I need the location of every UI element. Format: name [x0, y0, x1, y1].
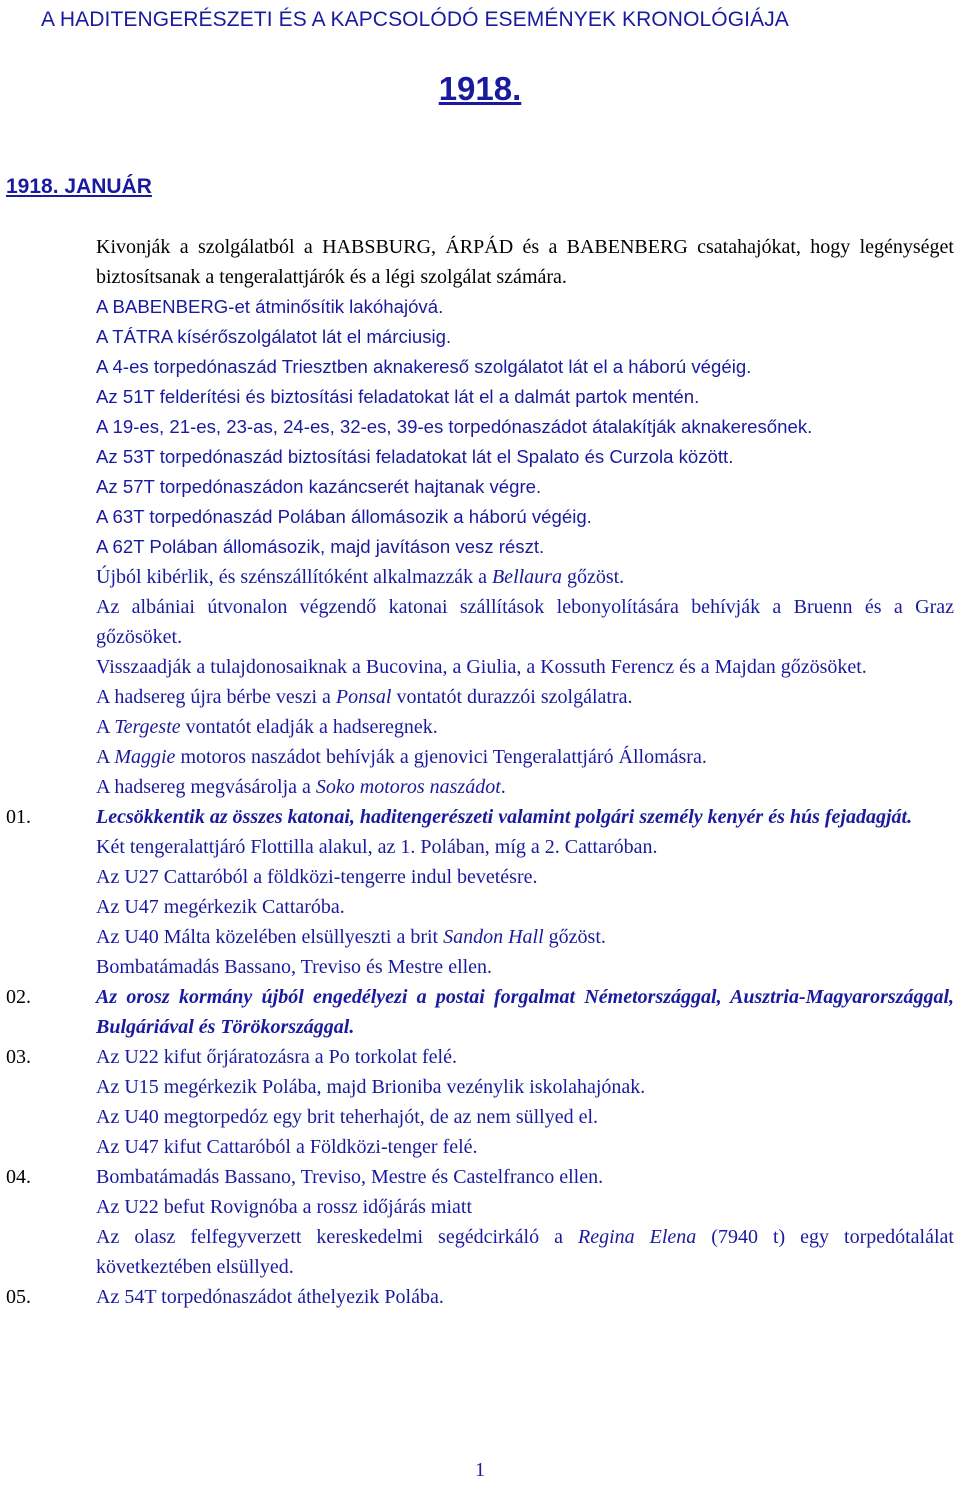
entry-line: A 19-es, 21-es, 23-as, 24-es, 32-es, 39-es torpedónaszádot átalakítják aknakeresőnek. — [96, 416, 813, 437]
entry-line: Az 51T felderítési és biztosítási feladatokat lát el a dalmát partok mentén. — [96, 386, 700, 407]
chronology-entries — [0, 232, 960, 1312]
entry-line: Az U40 Málta közelében elsüllyeszti a brit Sandon Hall gőzöst. — [96, 926, 606, 948]
day-entry — [0, 982, 960, 1042]
entry-line: Az U27 Cattaróból a földközi-tengerre indul bevetésre. — [96, 866, 538, 888]
day-label: 05. — [6, 1286, 31, 1308]
entry-line: Az U22 befut Rovignóba a rossz időjárás miatt — [96, 1196, 473, 1218]
day-label: 04. — [6, 1166, 31, 1188]
entry-line: A 62T Polában állomásozik, majd javításon vesz részt. — [96, 536, 545, 557]
entry-line: Az U47 kifut Cattaróból a Földközi-tenger felé. — [96, 1136, 478, 1158]
day-entry — [0, 1282, 960, 1312]
entry-line: A TÁTRA kísérőszolgálatot lát el márciusig. — [96, 326, 452, 347]
day-label: 03. — [6, 1046, 31, 1068]
day-lead: Lecsökkentik az összes katonai, haditengerészeti valamint polgári személy kenyér és hús fejadagját. — [96, 806, 913, 828]
entry-line: Az olasz felfegyverzett kereskedelmi segédcirkáló a Regina Elena (7940 t) egy torpedótalálat következtében elsüllyed. — [96, 1226, 954, 1278]
entry-line: Kivonják a szolgálatból a HABSBURG, ÁRPÁD és a BABENBERG csatahajókat, hogy legénységet biztosítsanak a tengeralattjárók és a légi szolgálat számára. — [96, 236, 954, 288]
entry-line: Az albániai útvonalon végzendő katonai szállítások lebonyolítására behívják a Bruenn és a Graz gőzösöket. — [96, 596, 954, 648]
entry-line: Újból kibérlik, és szénszállítóként alkalmazzák a Bellaura gőzöst. — [96, 566, 625, 588]
entry-line: A 63T torpedónaszád Polában állomásozik a háború végéig. — [96, 506, 592, 527]
entry-line: Bombatámadás Bassano, Treviso, Mestre és Castelfranco ellen. — [96, 1166, 604, 1188]
day-entry — [0, 1042, 960, 1162]
entry-line: A 4-es torpedónaszád Triesztben aknakereső szolgálatot lát el a háború végéig. — [96, 356, 752, 377]
entry-line: A hadsereg megvásárolja a Soko motoros naszádot. — [96, 776, 506, 798]
page-number: 1 — [475, 1459, 485, 1481]
entry-line: Az 53T torpedónaszád biztosítási feladatokat lát el Spalato és Curzola között. — [96, 446, 734, 467]
entry-line: A hadsereg újra bérbe veszi a Ponsal vontatót durazzói szolgálatra. — [96, 686, 633, 708]
month-heading: 1918. JANUÁR — [6, 175, 152, 198]
entry-line: Bombatámadás Bassano, Treviso és Mestre ellen. — [96, 956, 493, 978]
entry-line: Két tengeralattjáró Flottilla alakul, az 1. Polában, míg a 2. Cattaróban. — [96, 836, 658, 858]
day-label: 01. — [6, 806, 31, 828]
day-entry — [0, 1162, 960, 1282]
general-entries — [0, 232, 960, 802]
entry-line: Az U22 kifut őrjáratozásra a Po torkolat felé. — [96, 1046, 457, 1068]
entry-line: A Maggie motoros naszádot behívják a gjenovici Tengeralattjáró Állomásra. — [96, 746, 707, 768]
entry-line: Az U40 megtorpedóz egy brit teherhajót, de az nem süllyed el. — [96, 1106, 599, 1128]
entry-line: A Tergeste vontatót eladják a hadseregnek. — [96, 716, 438, 738]
document-header: A HADITENGERÉSZETI ÉS A KAPCSOLÓDÓ ESEMÉNYEK KRONOLÓGIÁJA — [41, 8, 789, 31]
day-label: 02. — [6, 986, 31, 1008]
entry-line: Az U15 megérkezik Polába, majd Brioniba vezénylik iskolahajónak. — [96, 1076, 646, 1098]
entry-line: A BABENBERG-et átminősítik lakóhajóvá. — [96, 296, 444, 317]
day-lead: Az orosz kormány újból engedélyezi a postai forgalmat Németországgal, Ausztria-Magyarországgal, Bulgáriával és Törökországgal. — [96, 986, 954, 1038]
entry-line: Visszaadják a tulajdonosaiknak a Bucovina, a Giulia, a Kossuth Ferencz és a Majdan gőzösöket. — [96, 656, 867, 678]
entry-line: Az 54T torpedónaszádot áthelyezik Polába. — [96, 1286, 444, 1308]
entry-line: Az U47 megérkezik Cattaróba. — [96, 896, 345, 918]
day-entry — [0, 802, 960, 982]
year-heading: 1918. — [438, 70, 522, 107]
entry-line: Az 57T torpedónaszádon kazáncserét hajtanak végre. — [96, 476, 542, 497]
